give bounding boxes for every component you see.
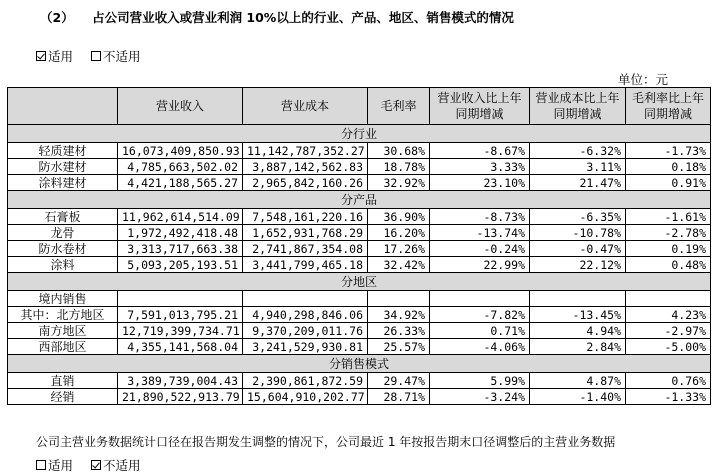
table-cell: -1.73% [626,143,711,159]
table-cell: 4,421,188,565.27 [118,175,243,191]
table-cell: 25.57% [368,339,430,355]
table-header-row [8,88,711,125]
table-cell: 4,355,141,568.04 [118,339,243,355]
table-cell: 5,093,205,193.51 [118,257,243,273]
section-row [8,125,711,143]
table-row [8,323,711,339]
checkbox-empty-icon[interactable] [91,51,101,61]
table-cell: -8.67% [430,143,530,159]
table-cell: -8.73% [430,209,530,225]
table-cell: 2,965,842,160.26 [243,175,368,191]
table-cell: 0.71% [430,323,530,339]
section-title: 分销售模式 [8,355,711,373]
table-row [8,373,711,389]
table-cell: -5.00% [626,339,711,355]
column-header: 营业收入 [118,88,243,125]
section-heading [40,8,514,26]
table-cell: -2.78% [626,225,711,241]
row-label: 境内销售 [8,291,118,307]
row-label: 石膏板 [8,209,118,225]
row-label: 涂料建材 [8,175,118,191]
not-applicable-option-bottom[interactable] [91,456,141,474]
checkbox-empty-icon[interactable] [36,460,46,470]
column-header [8,88,118,125]
table-row [8,209,711,225]
row-label: 防水卷材 [8,241,118,257]
row-label: 其中：北方地区 [8,307,118,323]
table-cell: 0.18% [626,159,711,175]
table-cell: 3,441,799,465.18 [243,257,368,273]
table-cell: 2.84% [530,339,626,355]
table-cell: 4,785,663,502.02 [118,159,243,175]
table-row [8,307,711,323]
not-applicable-option-top[interactable] [91,47,141,65]
column-header: 营业收入比上年同期增减 [430,88,530,125]
table-cell: -13.74% [430,225,530,241]
not-applicable-label: 不适用 [103,49,141,64]
table-row [8,291,711,307]
column-header: 毛利率比上年同期增减 [626,88,711,125]
table-cell: 36.90% [368,209,430,225]
table-cell: -6.35% [530,209,626,225]
table-cell: 0.91% [626,175,711,191]
table-cell: 4.94% [530,323,626,339]
applicable-label: 适用 [48,49,74,64]
checkbox-checked-icon[interactable] [91,460,101,470]
table-row [8,159,711,175]
table-cell: 32.92% [368,175,430,191]
table-cell: 30.68% [368,143,430,159]
table-cell: -0.24% [430,241,530,257]
heading-number: （2） [40,10,74,25]
table-cell [626,291,711,307]
table-cell: 23.10% [430,175,530,191]
table-cell: 18.78% [368,159,430,175]
table-cell: 21,890,522,913.79 [118,389,243,405]
column-header: 毛利率 [368,88,430,125]
unit-label: 单位：元 [617,72,668,87]
row-label: 南方地区 [8,323,118,339]
table-cell: 7,591,013,795.21 [118,307,243,323]
section-title: 分行业 [8,125,711,143]
table-cell: 16,073,409,850.93 [118,143,243,159]
table-cell: 3.11% [530,159,626,175]
table-cell: 28.71% [368,389,430,405]
table-cell: -1.33% [626,389,711,405]
table-cell: 2,390,861,872.59 [243,373,368,389]
table-cell: 3,887,142,562.83 [243,159,368,175]
checkbox-checked-icon[interactable] [36,51,46,61]
footer-note: 公司主营业务数据统计口径在报告期发生调整的情况下，公司最近 1 年按报告期末口径调整后的主营业务数据 [36,435,616,449]
section-title: 分产品 [8,191,711,209]
table-cell: 34.92% [368,307,430,323]
table-cell: 4.87% [530,373,626,389]
applicability-top [36,47,155,65]
column-header: 营业成本 [243,88,368,125]
row-label: 龙骨 [8,225,118,241]
table-cell: 2,741,867,354.08 [243,241,368,257]
table-row [8,241,711,257]
table-cell: -1.40% [530,389,626,405]
table-row [8,175,711,191]
table-cell: 12,719,399,734.71 [118,323,243,339]
table-cell: 32.42% [368,257,430,273]
table-cell [430,291,530,307]
table-cell: 26.33% [368,323,430,339]
heading-title: 占公司营业收入或营业利润 10%以上的行业、产品、地区、销售模式的情况 [92,10,514,25]
row-label: 经销 [8,389,118,405]
table-cell: 11,962,614,514.09 [118,209,243,225]
table-cell: -2.97% [626,323,711,339]
row-label: 直销 [8,373,118,389]
table-cell: 4.23% [626,307,711,323]
row-label: 防水建材 [8,159,118,175]
table-cell: -6.32% [530,143,626,159]
table-cell: 5.99% [430,373,530,389]
table-cell: 3,389,739,004.43 [118,373,243,389]
table-cell: -4.06% [430,339,530,355]
not-applicable-label: 不适用 [103,458,141,473]
table-cell: 0.48% [626,257,711,273]
table-cell: 11,142,787,352.27 [243,143,368,159]
row-label: 西部地区 [8,339,118,355]
table-cell: 1,972,492,418.48 [118,225,243,241]
table-cell: 1,652,931,768.29 [243,225,368,241]
table-cell: 7,548,161,220.16 [243,209,368,225]
section-row [8,273,711,291]
table-cell: 22.99% [430,257,530,273]
applicable-option-bottom[interactable] [36,456,73,474]
table-cell: 29.47% [368,373,430,389]
row-label: 涂料 [8,257,118,273]
column-header: 营业成本比上年同期增减 [530,88,626,125]
table-cell [530,291,626,307]
table-row [8,225,711,241]
table-cell: -3.24% [430,389,530,405]
table-cell: 0.19% [626,241,711,257]
row-label: 轻质建材 [8,143,118,159]
table-row [8,143,711,159]
applicable-option-top[interactable] [36,47,73,65]
table-cell: -1.61% [626,209,711,225]
table-cell: 4,940,298,846.06 [243,307,368,323]
table-cell: 3.33% [430,159,530,175]
table-cell [243,291,368,307]
table-cell: 21.47% [530,175,626,191]
table-cell: 22.12% [530,257,626,273]
table-cell: -0.47% [530,241,626,257]
table-row [8,339,711,355]
section-row [8,191,711,209]
table-cell: 3,241,529,930.81 [243,339,368,355]
table-cell: 15,604,910,202.77 [243,389,368,405]
table-cell: -13.45% [530,307,626,323]
table-cell [368,291,430,307]
table-row [8,389,711,405]
table-cell: -10.78% [530,225,626,241]
table-cell: 9,370,209,011.76 [243,323,368,339]
applicability-bottom [36,456,155,474]
table-cell: 16.20% [368,225,430,241]
table-cell: -7.82% [430,307,530,323]
segment-table [7,87,711,405]
applicable-label: 适用 [48,458,74,473]
table-cell [118,291,243,307]
section-title: 分地区 [8,273,711,291]
table-cell: 3,313,717,663.38 [118,241,243,257]
table-cell: 17.26% [368,241,430,257]
section-row [8,355,711,373]
table-row [8,257,711,273]
table-cell: 0.76% [626,373,711,389]
